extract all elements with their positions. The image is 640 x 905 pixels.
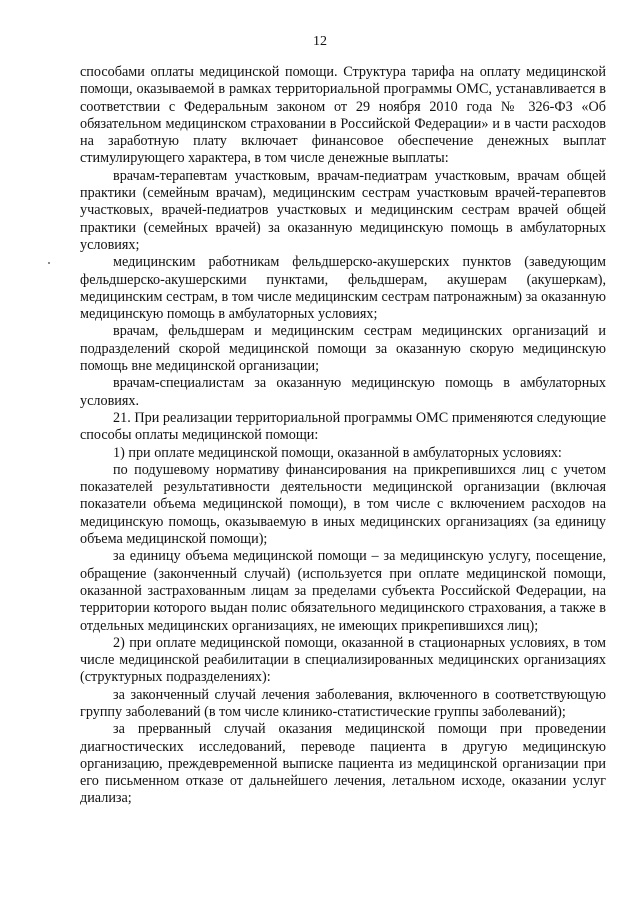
paragraph: врачам-терапевтам участковым, врачам-педиатрам участковым, врачам общей практики (семейным врачам), медицинским сестрам участковым врачей-терапевтов участковых, врачей-педиатров участковых и медицинским сестрам врачей общей практики (семейных врачей) за оказанную медицинскую помощь в амбулаторных условиях;	[80, 167, 606, 253]
document-text-body	[80, 64, 606, 808]
page-number: 12	[313, 34, 327, 49]
paragraph: врачам, фельдшерам и медицинским сестрам медицинских организаций и подразделений скорой медицинской помощи за оказанную скорую медицинскую помощь вне медицинской организации;	[80, 323, 606, 375]
paragraph: способами оплаты медицинской помощи. Структура тарифа на оплату медицинской помощи, оказываемой в рамках территориальной программы ОМС, устанавливается в соответствии с Федеральным законом от 29 ноября 2010 года № 326-ФЗ «Об обязательном медицинском страховании в Российской Федерации» и в части расходов на заработную плату включает финансовое обеспечение денежных выплат стимулирующего характера, в том числе денежные выплаты:	[80, 64, 606, 167]
paragraph: врачам-специалистам за оказанную медицинскую помощь в амбулаторных условиях.	[80, 375, 606, 409]
paragraph: медицинским работникам фельдшерско-акушерских пунктов (заведующим фельдшерско-акушерскими пунктами, фельдшерам, акушерам (акушеркам), медицинским сестрам, в том числе медицинским сестрам патронажным) за оказанную медицинскую помощь в амбулаторных условиях;	[80, 254, 606, 323]
paragraph: 1) при оплате медицинской помощи, оказанной в амбулаторных условиях:	[113, 444, 562, 461]
paragraph: за законченный случай лечения заболевания, включенного в соответствующую группу заболеваний (в том числе клинико-статистические группы заболеваний);	[80, 686, 606, 720]
paragraph: за прерванный случай оказания медицинской помощи при проведении диагностических исследований, переводе пациента в другую медицинскую организацию, преждевременной выписке пациента из медицинской организации при его письменном отказе от дальнейшего лечения, летальном исходе, оказании услуг диализа;	[80, 721, 606, 807]
margin-mark	[48, 262, 50, 264]
paragraph: 21. При реализации территориальной программы ОМС применяются следующие способы оплаты медицинской помощи:	[80, 409, 606, 444]
paragraph: за единицу объема медицинской помощи – за медицинскую услугу, посещение, обращение (законченный случай) (используется при оплате медицинской помощи, оказанной застрахованным лицам за пределами субъекта Российской Федерации, на территории которого выдан полис обязательного медицинского страхования, а также в отдельных медицинских организациях, не имеющих прикрепившихся лиц);	[80, 548, 606, 634]
paragraph: по подушевому нормативу финансирования на прикрепившихся лиц с учетом показателей результативности деятельности медицинской организации (включая показатели объема медицинской помощи), в том числе с включением расходов на медицинскую помощь, оказываемую в иных медицинских организациях (за единицу объема медицинской помощи);	[80, 461, 606, 548]
paragraph: 2) при оплате медицинской помощи, оказанной в стационарных условиях, в том числе медицинской реабилитации в специализированных медицинских организациях (структурных подразделениях):	[80, 634, 606, 686]
